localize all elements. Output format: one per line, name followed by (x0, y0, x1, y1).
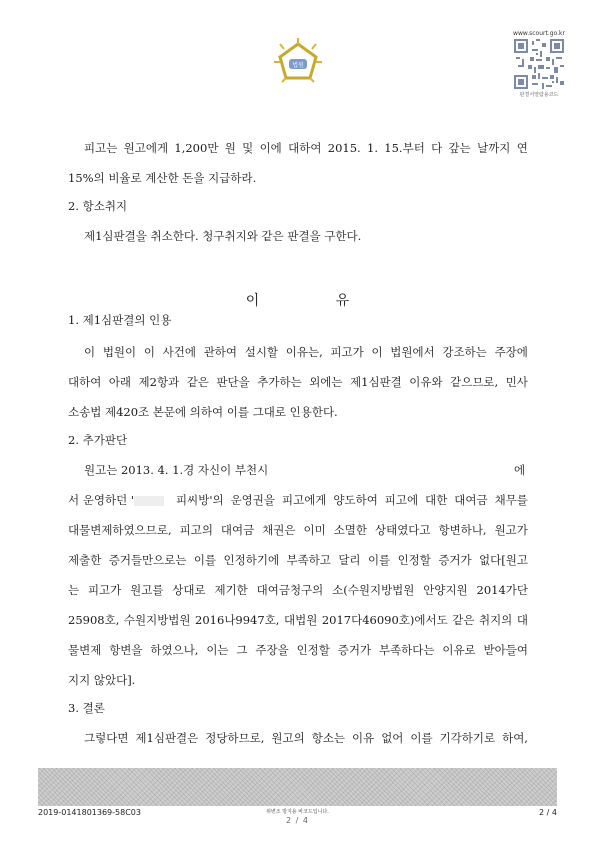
word: 같은 (452, 613, 475, 627)
word: 1,200만 (174, 141, 219, 155)
section-appeal-heading: 2. 항소취지 (68, 199, 128, 213)
section-2-line-4 (68, 552, 528, 568)
word: 소(수원지방법원 (332, 583, 415, 597)
section-1-heading: 1. 제1심판결의 인용 (68, 313, 172, 327)
word: 정당하므로, (205, 731, 265, 745)
section-2-line-1-right: 에 (514, 463, 526, 477)
word: 이 (371, 345, 383, 359)
word: 채무를 (494, 493, 528, 507)
word: 관하여 (203, 345, 238, 359)
word: 인정할 (296, 643, 330, 657)
qr-code-block (505, 30, 573, 98)
section-2-heading: 2. 추가판단 (68, 433, 128, 447)
word: 및 (242, 141, 254, 155)
word: 원고에게 (123, 141, 169, 155)
word: 1. (367, 141, 378, 155)
word: 2015. (327, 141, 361, 155)
word: 대 (516, 613, 528, 627)
word: 이유는, (285, 345, 323, 359)
section-2-line-2-right (176, 492, 528, 508)
word: 사건에 (162, 345, 196, 359)
word: 상대로 (172, 583, 206, 597)
word: 이를 (193, 553, 217, 567)
word: 제출한 (68, 553, 102, 567)
word: 25908호, (68, 613, 120, 627)
word: 대하여 (288, 141, 322, 155)
word: 이유와 (409, 375, 443, 389)
word: 판단을 (216, 375, 250, 389)
word: 외에는 (309, 375, 343, 389)
word: 이를 (367, 553, 391, 567)
section-2-line-5 (68, 582, 528, 598)
word: 하여, (502, 731, 528, 745)
word: 증거들만으로는 (108, 553, 187, 567)
word: 부족하다는 (378, 643, 435, 657)
word: 법원에서 (390, 345, 435, 359)
word: 없다[원고 (479, 553, 528, 567)
word: 피고에게 (281, 493, 327, 507)
section-3-line-1 (84, 730, 528, 746)
word: 하였으나, (150, 643, 199, 657)
qr-caption: 판결서열람용코드 (519, 92, 559, 98)
section-2-line-7 (68, 642, 528, 658)
word: 2017다46090호)에서도 (321, 613, 448, 627)
word: 연 (516, 141, 528, 155)
word: 주장에 (494, 345, 528, 359)
word: 물변제 (68, 643, 102, 657)
section-2-line-1-left: 원고는 2013. 4. 1.경 자신이 부천시 (84, 463, 269, 477)
word: 이는 (206, 643, 229, 657)
word: 소멸한 (333, 523, 368, 537)
section-2-line-2-left (68, 492, 164, 508)
qr-code-icon (514, 39, 564, 89)
word: 받아들여 (483, 643, 528, 657)
word: 강조하는 (442, 345, 487, 359)
word: 이 (143, 345, 155, 359)
word: 달리 (338, 553, 361, 567)
word: 아래 (108, 375, 132, 389)
word: 피고가 (87, 583, 122, 597)
word: 제1심판결은 (135, 731, 199, 745)
section-3-heading: 3. 결론 (68, 701, 105, 715)
word: 상태였다고 (374, 523, 431, 537)
order-line-2: 15%의 비율로 계산한 돈을 지급하라. (68, 171, 257, 185)
word: 이 (84, 345, 96, 359)
word: 대물변제하였으므로, (68, 523, 172, 537)
word: 이미 (303, 523, 326, 537)
word: 대여금청구의 (256, 583, 324, 597)
page-number: 2 / 4 (539, 808, 557, 817)
word: 설시할 (244, 345, 279, 359)
word: 갚는 (448, 141, 471, 155)
word: 같은 (186, 375, 209, 389)
word: 없어 (381, 731, 404, 745)
section-2-line-6 (68, 612, 528, 628)
word: 다 (431, 141, 443, 155)
word: 같으므로, (450, 375, 499, 389)
section-1-line-1 (84, 344, 528, 360)
word: 제2항과 (138, 375, 180, 389)
word: 항변을 (109, 643, 143, 657)
appeal-text: 제1심판결을 취소한다. 청구취지와 같은 판결을 구한다. (84, 229, 362, 243)
word: 그 (236, 643, 248, 657)
section-2-line-8: 지지 않았다]. (68, 673, 136, 687)
svg-text:법원: 법원 (292, 62, 304, 69)
word: 법원이 (102, 345, 137, 359)
word: 이에 (259, 141, 282, 155)
word: 피고가 (330, 345, 364, 359)
word: 민사 (505, 375, 528, 389)
word: 대여금 (454, 493, 488, 507)
word: 피고의 (179, 523, 213, 537)
word: 대하여 (68, 375, 102, 389)
section-2-line-2-text: 서 운영하던 ' (68, 493, 135, 507)
reasons-title: 이 유 (245, 293, 386, 309)
word: 원 (224, 141, 236, 155)
word: 항소는 (311, 731, 346, 745)
word: 인정할 (397, 553, 431, 567)
word: 추가하는 (257, 375, 302, 389)
section-2-line-3 (68, 522, 528, 538)
word: 2014가단 (476, 583, 528, 597)
word: 양도하여 (333, 493, 378, 507)
word: 취지의 (478, 613, 513, 627)
word: 2016나9947호, (195, 613, 280, 627)
word: 피씨방'의 (176, 493, 224, 507)
word: 원고의 (271, 731, 305, 745)
word: 인정하기에 (223, 553, 280, 567)
section-1-line-2 (68, 374, 528, 390)
redacted-block (134, 496, 164, 506)
word: 증거가 (337, 643, 372, 657)
word: 부족하고 (286, 553, 331, 567)
word: 제1심판결 (350, 375, 402, 389)
qr-url: www.scourt.go.kr (513, 30, 565, 37)
word: 채권은 (262, 523, 296, 537)
order-line-1 (84, 140, 528, 156)
center-page-number: 2 / 4 (286, 816, 309, 825)
barcode-note: 위변조 방지용 바코드입니다. (266, 809, 329, 815)
word: 피고는 (84, 141, 118, 155)
word: 대여금 (220, 523, 255, 537)
word: 수원지방법원 (123, 613, 191, 627)
word: 그렇다면 (84, 731, 129, 745)
word: 주장을 (255, 643, 289, 657)
word: 제기한 (214, 583, 248, 597)
section-1-line-3: 소송법 제420조 본문에 의하여 이를 그대로 인용한다. (68, 405, 338, 419)
word: 항변하나, (438, 523, 487, 537)
word: 는 (68, 583, 80, 597)
word: 대한 (425, 493, 448, 507)
word: 증거가 (438, 553, 472, 567)
anti-forgery-barcode (38, 768, 557, 806)
word: 대법원 (283, 613, 318, 627)
document-id: 2019-0141801369-58C03 (38, 808, 141, 817)
word: 이유 (352, 731, 375, 745)
word: 기각하기로 (439, 731, 496, 745)
word: 날까지 (477, 141, 511, 155)
word: 운영권을 (230, 493, 276, 507)
word: 이를 (410, 731, 433, 745)
word: 원고가 (494, 523, 528, 537)
word: 안양지원 (423, 583, 468, 597)
word: 피고에 (384, 493, 419, 507)
word: 이유로 (442, 643, 476, 657)
court-emblem-icon (272, 38, 324, 90)
word: 원고를 (130, 583, 164, 597)
word: 15.부터 (384, 141, 425, 155)
